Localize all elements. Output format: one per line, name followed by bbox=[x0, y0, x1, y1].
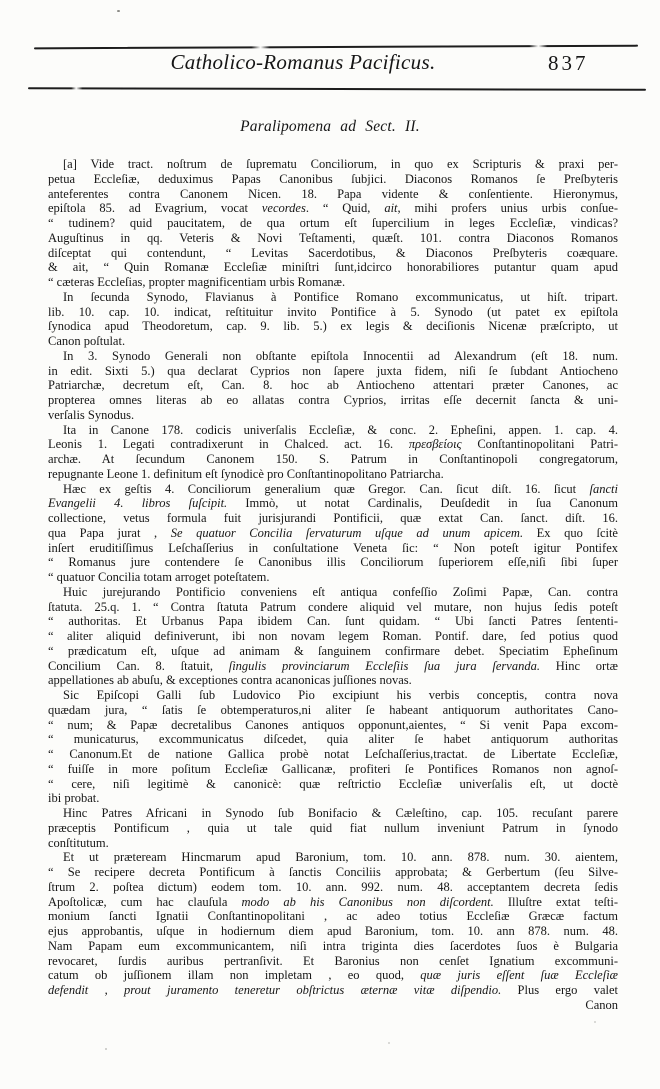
roman-text: in edit. Sixti 5.) qua declarat Cyprios non ſapere juxta fidem, niſi ſe ſubdant Antiocheno bbox=[48, 363, 618, 378]
text-line bbox=[48, 644, 618, 659]
text-line bbox=[48, 511, 618, 526]
text-line bbox=[48, 777, 618, 792]
roman-text: ſynodica apud Theodoretum, cap. 9. lib. 5.) ex legis & deciſionis Nicenæ præſcripto, ut bbox=[48, 319, 618, 334]
text-line bbox=[48, 688, 618, 703]
roman-text: [a] Vide tract. noſtrum de ſuprematu Conciliorum, in quo ex Scripturis & praxi per- bbox=[63, 157, 618, 171]
roman-text: Apoſtolicæ, cum hac clauſula bbox=[48, 894, 242, 909]
roman-text: Hinc Patres Africani in Synodo ſub Bonifacio & Cæleſtino, cap. 105. recuſant parere bbox=[63, 806, 618, 820]
text-line bbox=[48, 821, 618, 836]
text-line bbox=[48, 305, 618, 320]
roman-text: “ municaturus, excommunicatus diſcedet, quia aliter ſe habet antiquorum authoritas bbox=[48, 732, 618, 747]
scan-speck bbox=[388, 1042, 390, 1044]
roman-text: “ num; & Papæ decretalibus Canones antiquos opponunt,aientes, “ Si venit Papa excom- bbox=[48, 717, 618, 732]
roman-text: Hinc ortæ bbox=[539, 658, 619, 673]
roman-text: & ait, “ Quin Romanæ Eccleſiæ miniſtri ſunt,idcirco honorabiliores putantur quam apud bbox=[48, 260, 618, 275]
text-line bbox=[48, 998, 618, 1013]
italic-text: Evangelii 4. libros ſuſcipit. bbox=[48, 496, 228, 511]
roman-text: ſtrum 2. poſtea dictum) eodem tom. 10. ann. 992. num. 48. acceptantem decreta ſedis bbox=[48, 879, 618, 894]
text-line bbox=[48, 732, 618, 747]
text-line bbox=[48, 850, 618, 865]
roman-text: quædam jura, “ ſatis ſe obtemperaturos,ni aliter ſe habeant antiquorum authoritates Cano- bbox=[48, 702, 618, 717]
running-title: Catholico-Romanus Pacificus. bbox=[170, 50, 436, 74]
roman-text: ſtatuta. 25.q. 1. “ Contra ſtatuta Patrum condere aliquid vel mutare, non hujus ſedis poteſt bbox=[48, 599, 618, 614]
text-line bbox=[48, 319, 618, 334]
text-line bbox=[48, 452, 618, 467]
roman-text: “ Se recipere decreta Pontificum à ſanctis Conciliis approbata; & Gerbertum (ſeu Silve- bbox=[48, 865, 618, 879]
scan-speck bbox=[117, 10, 120, 12]
roman-text: “ aliter aliquid definiverunt, ibi non novam legem Roman. Pontif. dare, ſed potius quod bbox=[48, 629, 618, 643]
roman-text: In 3. Synodo Generali non obſtante epiſtola Innocentii ad Alexandrum (eſt 18. num. bbox=[63, 348, 618, 363]
paragraph bbox=[48, 482, 618, 585]
roman-text: “ Canonum.Et de natione Gallica probè notat Leſchaſſerius,tractat. de Libertate Eccleſiæ, bbox=[48, 747, 618, 761]
roman-text: verſalis Synodus. bbox=[48, 407, 135, 422]
paragraph bbox=[48, 806, 618, 850]
header-rule-top bbox=[34, 45, 638, 50]
scan-speck bbox=[105, 1048, 107, 1050]
text-line bbox=[48, 216, 618, 231]
italic-text: Se quatuor Concilia ſervaturum uſque ad unum apicem. bbox=[170, 525, 524, 540]
roman-text: In ſecunda Synodo, Flavianus à Pontifice Romano excommunicatus, ut hiſt. tripart. bbox=[63, 289, 618, 304]
roman-text: Canon bbox=[585, 997, 618, 1012]
italic-text: defendit , prout juramento teneretur obſtrictus æternæ vitæ diſpendio. bbox=[48, 983, 502, 997]
text-line bbox=[48, 496, 618, 511]
text-line bbox=[48, 629, 618, 644]
text-line bbox=[48, 806, 618, 821]
text-line bbox=[48, 290, 618, 305]
header-rule-bottom bbox=[28, 87, 646, 91]
text-line bbox=[48, 246, 618, 261]
roman-text: inſert eruditiſſimus Leſchaſſerius in conſultatione Veneta ſic: “ Non poteſt igitur Pontifex bbox=[48, 540, 618, 555]
roman-text: conſtitutum. bbox=[48, 835, 109, 850]
text-line bbox=[48, 659, 618, 674]
text-line bbox=[48, 482, 618, 497]
roman-text: “ fuiſſe in more poſitum Eccleſiæ Gallicanæ, profiteri ſe Pontifices Romanos non agnoſ- bbox=[48, 761, 618, 776]
roman-text: qua Papa jurat , bbox=[48, 525, 171, 540]
body-text bbox=[48, 157, 618, 1013]
page-number: 837 bbox=[548, 51, 589, 75]
text-line bbox=[48, 378, 618, 393]
text-line bbox=[48, 673, 618, 688]
text-line bbox=[48, 836, 618, 851]
paragraph bbox=[48, 157, 618, 290]
italic-text: ſancti bbox=[589, 481, 618, 496]
text-line bbox=[48, 541, 618, 556]
text-line bbox=[48, 231, 618, 246]
roman-text: Nam Papam eum excommunicantem, niſi intra triginta dies ſacerdotes ſuos è Bulgaria bbox=[48, 938, 618, 953]
roman-text: Immò, ut notat Cardinalis, Deuſdedit in ſua Canonum bbox=[227, 496, 618, 511]
text-line bbox=[48, 437, 618, 452]
roman-text: monium ſancti Ignatii Conſtantinopolitani , ac adeo totius Eccleſiæ Græcæ factum bbox=[48, 909, 618, 924]
text-line bbox=[48, 865, 618, 880]
scan-speck bbox=[594, 1021, 596, 1023]
italic-text: ait bbox=[384, 201, 398, 216]
text-line bbox=[48, 555, 618, 570]
roman-text: “ Romanus jure contendere ſe Canonibus illis Conciliorum ſuperiorem eſſe,niſi ſibi ſuper bbox=[48, 555, 618, 570]
roman-text: Sic Epiſcopi Galli ſub Ludovico Pio excipiunt his verbis conceptis, contra nova bbox=[63, 688, 618, 702]
section-heading: Paralipomena ad Sect. II. bbox=[240, 118, 420, 135]
paragraph bbox=[48, 290, 618, 349]
text-line bbox=[48, 614, 618, 629]
roman-text: Ex quo ſcitè bbox=[523, 525, 618, 540]
roman-text: , mihi profers unius urbis conſue- bbox=[397, 201, 618, 216]
text-line bbox=[48, 909, 618, 924]
text-line bbox=[48, 895, 618, 910]
roman-text: collectione, vetus formula fuit jurisjurandi Pontificii, quæ extat Can. ſanct. diſt. 16. bbox=[48, 511, 618, 525]
paragraph bbox=[48, 585, 618, 688]
text-line bbox=[48, 526, 618, 541]
roman-text: petua Eccleſiæ, deduximus Papas Canonibus ſubjici. Diaconos Romanos ſe Preſbyteris bbox=[48, 171, 618, 186]
text-line bbox=[48, 408, 618, 423]
roman-text: anteferentes contra Canonem Nicen. 18. Papa vidente & conſentiente. Hieronymus, bbox=[48, 186, 618, 201]
text-line bbox=[48, 275, 618, 290]
italic-text: vecordes bbox=[261, 201, 306, 216]
text-line bbox=[48, 364, 618, 379]
text-line bbox=[48, 585, 618, 600]
roman-text: “ cæteras Eccleſias, propter magnificentiam urbis Romanæ. bbox=[48, 275, 346, 289]
roman-text: “ quatuor Concilia totam arroget poteſtatem. bbox=[48, 570, 270, 584]
text-line bbox=[48, 880, 618, 895]
text-line bbox=[48, 467, 618, 482]
roman-text: Conſtantinopolitani Patri- bbox=[461, 437, 618, 452]
running-header bbox=[0, 50, 660, 84]
roman-text: ejus approbantis, uſque in hodiernum diem apud Baronium, tom. 10. ann 878. num. 48. bbox=[48, 924, 618, 938]
roman-text: Leonis 1. Legati contradixerunt in Chalced. act. 16. bbox=[48, 437, 409, 452]
text-line bbox=[48, 260, 618, 275]
roman-text: revocaret, ſurdis auribus pertranſivit. Et Baronius non cenſet Ignatium excommuni- bbox=[48, 953, 618, 968]
roman-text: Auguſtinus in qq. Veteris & Novi Teſtamenti, quæſt. 101. contra Diaconos Romanos bbox=[48, 230, 618, 245]
paragraph bbox=[48, 850, 618, 1012]
roman-text: “ prædicatum eſt, uſque ad animam & ſanguinem confirmare debet. Speciatim Epheſinum bbox=[48, 643, 618, 658]
roman-text: ibi probat. bbox=[48, 791, 100, 806]
italic-text: ſingulis provinciarum Eccleſiis ſua jura ſervanda. bbox=[228, 658, 540, 673]
roman-text: Patriarchæ, decretum eſt, Can. 8. hoc ab Antiocheno attentari præter Canones, ac bbox=[48, 378, 618, 393]
text-line bbox=[48, 762, 618, 777]
text-line bbox=[48, 747, 618, 762]
italic-text: quæ juris eſſent ſuæ Eccleſiæ bbox=[420, 968, 619, 983]
italic-text: modo ab his Canonibus non diſcordent. bbox=[241, 894, 494, 909]
roman-text: “ tudinem? quid paucitatem, de qua ortum eſt ſupercilium in leges Eccleſiæ, vindicas? bbox=[48, 216, 618, 230]
text-line bbox=[48, 791, 618, 806]
text-line bbox=[48, 983, 618, 998]
roman-text: “ cere, niſi legitimè & canonicè: quæ reſtrictio Eccleſiæ univerſalis eſt, ut doctè bbox=[48, 776, 618, 791]
text-line bbox=[48, 334, 618, 349]
text-line bbox=[48, 423, 618, 438]
text-line bbox=[48, 600, 618, 615]
roman-text: Canon poſtulat. bbox=[48, 334, 126, 348]
text-line bbox=[48, 924, 618, 939]
italic-text: πρεσβείοις bbox=[408, 437, 462, 452]
text-line bbox=[48, 718, 618, 733]
roman-text: Et ut præteream Hincmarum apud Baronium, tom. 10. ann. 878. num. 30. aientem, bbox=[63, 850, 618, 865]
roman-text: Ita in Canone 178. codicis univerſalis Eccleſiæ, & conc. 2. Epheſini, appen. 1. cap. 4. bbox=[63, 422, 618, 437]
text-line bbox=[48, 187, 618, 202]
text-line bbox=[48, 349, 618, 364]
roman-text: catum ob juſſionem illam non impletam , eo quod, bbox=[48, 968, 421, 983]
roman-text: Plus ergo valet bbox=[501, 983, 618, 997]
text-line bbox=[48, 172, 618, 187]
text-line bbox=[48, 703, 618, 718]
roman-text: Concilium Can. 8. ſtatuit, bbox=[48, 658, 229, 673]
roman-text: diſceptat qui contendunt, “ Levitas Sacerdotibus, & Diaconos Preſbyteris coæquare. bbox=[48, 245, 618, 260]
roman-text: repugnante Leone 1. definitum eſt ſynodicè pro Conſtantinopolitano Patriarcha. bbox=[48, 466, 444, 481]
roman-text: . “ Quid, bbox=[305, 201, 385, 216]
text-line bbox=[48, 939, 618, 954]
roman-text: “ authoritas. Et Urbanus Papa ibidem Can. ſunt quidam. “ Ubi ſancti Patres ſententi- bbox=[48, 614, 618, 629]
text-line bbox=[48, 201, 618, 216]
text-line bbox=[48, 954, 618, 969]
roman-text: archæ. At ſecundum Canonem 150. S. Patrum in Conſtantinopoli congregatorum, bbox=[48, 452, 618, 466]
roman-text: appellationes ab abuſu, & exceptiones contra acanonicas juſſiones novas. bbox=[48, 673, 412, 688]
roman-text: epiſtola 85. ad Evagrium, vocat bbox=[48, 201, 262, 216]
paragraph bbox=[48, 349, 618, 423]
roman-text: Huic jurejurando Pontificio conveniens eſt antiqua confeſſio Zoſimi Papæ, Can. contra bbox=[63, 584, 618, 599]
roman-text: propterea omnes literas ab eo allatas contra Cyprios, irritas eſſe decernit ſancta & uni- bbox=[48, 393, 618, 407]
paragraph bbox=[48, 423, 618, 482]
text-line bbox=[48, 157, 618, 172]
roman-text: lib. 10. cap. 10. indicat, reſtituitur invito Pontifice à 5. Synodo (ut patet ex epiſtola bbox=[48, 304, 618, 319]
paragraph bbox=[48, 688, 618, 806]
text-line bbox=[48, 570, 618, 585]
roman-text: præceptis Pontificum , quia ut tale quid fiat nullum inveniunt Patrum in ſynodo bbox=[48, 820, 618, 835]
text-line bbox=[48, 393, 618, 408]
roman-text: Hæc ex geſtis 4. Conciliorum generalium quæ Gregor. Can. ſicut diſt. 16. ſicut bbox=[63, 481, 590, 496]
text-line bbox=[48, 968, 618, 983]
roman-text: Illuſtre extat teſti- bbox=[493, 894, 618, 909]
